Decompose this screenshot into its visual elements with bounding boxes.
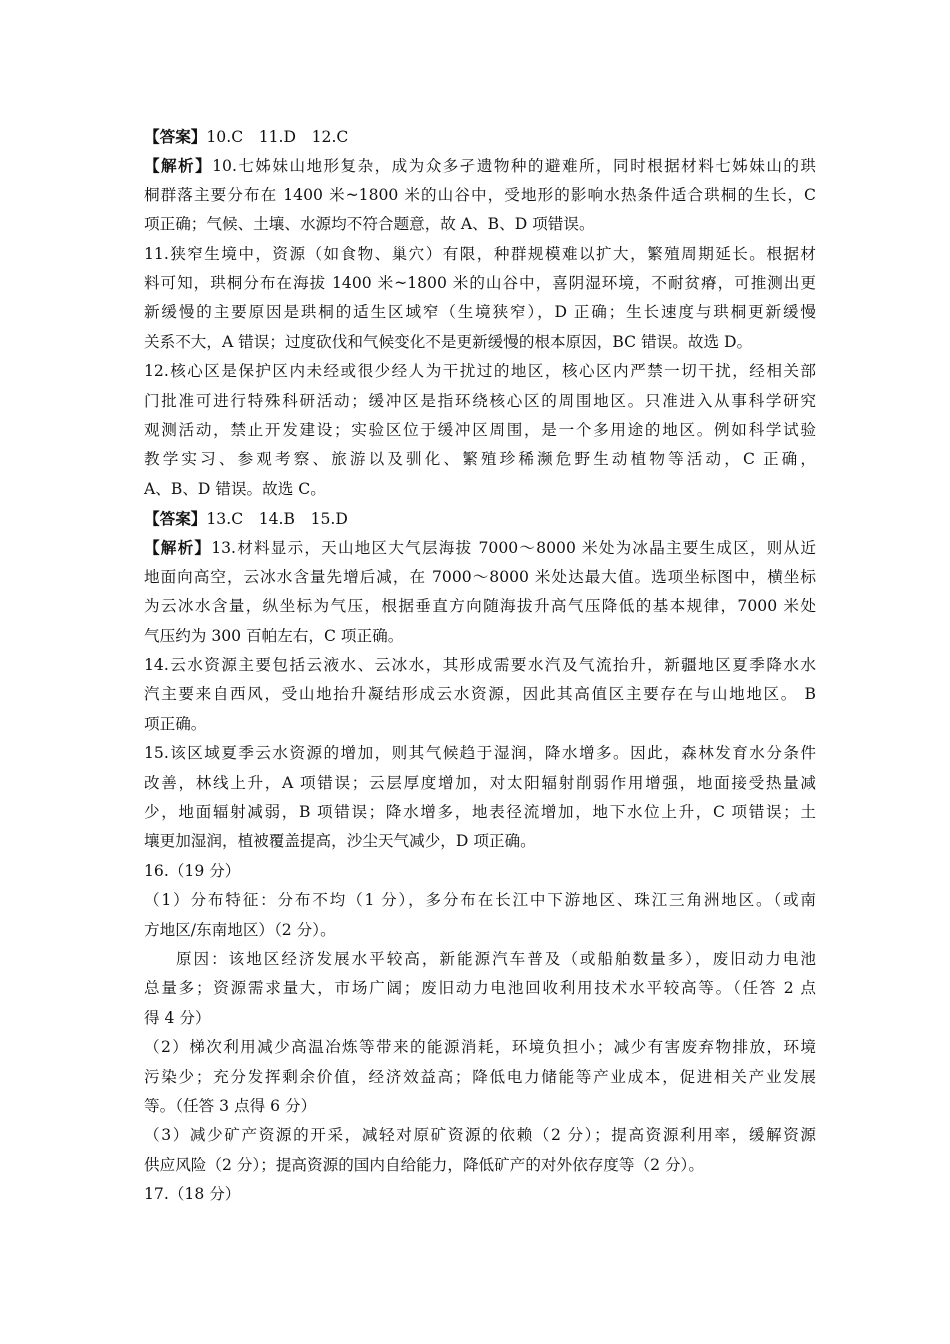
line-text: （2）梯次利用减少高温冶炼等带来的能源消耗，环境负担小；减少有害废弃物排放，环境 bbox=[144, 1038, 816, 1057]
section-label: 【解析】 bbox=[144, 156, 213, 176]
line-text: 17.（18 分） bbox=[144, 1185, 241, 1204]
line-text: 得 4 分） bbox=[144, 1008, 211, 1027]
line-text: 关系不大，A 错误；过度砍伐和气候变化不是更新缓慢的根本原因，BC 错误。故选 D。 bbox=[144, 332, 753, 351]
line-text: 10.七姊妹山地形复杂，成为众多孑遗物种的避难所，同时根据材料七姊妹山的珙 bbox=[212, 157, 816, 176]
line-text: 教学实习、参观考察、旅游以及驯化、繁殖珍稀濒危野生动植物等活动，C 正确， bbox=[144, 450, 816, 469]
line-text: 地面向高空，云冰水含量先增后减，在 7000～8000 米处达最大值。选项坐标图中，横坐标 bbox=[144, 567, 816, 586]
line-text: 10.C 11.D 12.C bbox=[206, 128, 349, 146]
text-line bbox=[144, 916, 816, 945]
line-text: 料可知，珙桐分布在海拔 1400 米~1800 米的山谷中，喜阴湿环境，不耐贫瘠，可推测出更 bbox=[144, 273, 816, 292]
text-line bbox=[144, 622, 816, 651]
text-line bbox=[144, 357, 816, 386]
line-text: 少，地面辐射减弱，B 项错误；降水增多，地表径流增加，地下水位上升，C 项错误；土 bbox=[144, 802, 816, 821]
text-line bbox=[144, 269, 816, 298]
answer-document bbox=[144, 122, 816, 1209]
line-text: 16.（19 分） bbox=[144, 861, 241, 880]
line-text: 14.云水资源主要包括云液水、云冰水，其形成需要水汽及气流抬升，新疆地区夏季降水水 bbox=[144, 656, 816, 675]
line-text: 12.核心区是保护区内未经或很少经人为干扰过的地区，核心区内严禁一切干扰，经相关部 bbox=[144, 362, 816, 381]
text-line bbox=[144, 475, 816, 504]
line-text: 等。（任答 3 点得 6 分） bbox=[144, 1096, 317, 1115]
text-line bbox=[144, 1004, 816, 1033]
text-line bbox=[144, 798, 816, 827]
line-text: 13.C 14.B 15.D bbox=[206, 510, 348, 529]
text-line bbox=[144, 533, 816, 562]
line-text: 改善，林线上升，A 项错误；云层厚度增加，对太阳辐射削弱作用增强，地面接受热量减 bbox=[144, 773, 816, 792]
text-line bbox=[144, 710, 816, 739]
section-label: 【解析】 bbox=[144, 538, 212, 558]
text-line bbox=[144, 563, 816, 592]
section-label: 【答案】 bbox=[144, 127, 207, 146]
text-line bbox=[144, 1092, 816, 1121]
text-line bbox=[144, 651, 816, 680]
text-line bbox=[144, 298, 816, 327]
text-line bbox=[144, 739, 816, 768]
text-line bbox=[144, 1121, 816, 1150]
text-line bbox=[144, 151, 816, 180]
line-text: 原因：该地区经济发展水平较高，新能源汽车普及（或船舶数量多），废旧动力电池 bbox=[176, 949, 816, 968]
text-line bbox=[144, 504, 816, 533]
text-line bbox=[144, 769, 816, 798]
text-line bbox=[144, 974, 816, 1003]
line-text: （1）分布特征：分布不均（1 分），多分布在长江中下游地区、珠江三角洲地区。（或南 bbox=[144, 891, 816, 910]
text-line bbox=[144, 1033, 816, 1062]
text-line bbox=[144, 1151, 816, 1180]
text-line bbox=[144, 1180, 816, 1209]
line-text: 桐群落主要分布在 1400 米~1800 米的山谷中，受地形的影响水热条件适合珙桐的生长，C bbox=[144, 185, 816, 204]
text-line bbox=[144, 181, 816, 210]
text-line bbox=[144, 680, 816, 709]
text-line bbox=[144, 592, 816, 621]
line-text: 壤更加湿润，植被覆盖提高，沙尘天气减少，D 项正确。 bbox=[144, 832, 536, 851]
text-line bbox=[144, 328, 816, 357]
text-line bbox=[144, 1063, 816, 1092]
text-line bbox=[144, 387, 816, 416]
line-text: 项正确；气候、土壤、水源均不符合题意，故 A、B、D 项错误。 bbox=[144, 215, 595, 234]
line-text: 为云冰水含量，纵坐标为气压，根据垂直方向随海拔升高气压降低的基本规律，7000 米处 bbox=[144, 597, 816, 616]
text-line bbox=[144, 210, 816, 239]
text-line bbox=[144, 827, 816, 856]
line-text: 13.材料显示，天山地区大气层海拔 7000～8000 米处为冰晶主要生成区，则从近 bbox=[211, 539, 816, 558]
text-line bbox=[144, 886, 816, 915]
line-text: （3）减少矿产资源的开采，减轻对原矿资源的依赖（2 分）；提高资源利用率，缓解资源 bbox=[144, 1126, 816, 1145]
line-text: 气压约为 300 百帕左右，C 项正确。 bbox=[144, 626, 404, 645]
line-text: 总量多；资源需求量大，市场广阔；废旧动力电池回收利用技术水平较高等。（任答 2 点 bbox=[144, 979, 816, 998]
line-text: 项正确。 bbox=[144, 714, 207, 733]
line-text: 门批准可进行特殊科研活动；缓冲区是指环绕核心区的周围地区。只准进入从事科学研究 bbox=[144, 391, 816, 410]
section-label: 【答案】 bbox=[144, 509, 207, 529]
text-line bbox=[144, 857, 816, 886]
text-line bbox=[144, 240, 816, 269]
line-text: 方地区/东南地区）（2 分）。 bbox=[144, 920, 336, 939]
line-text: 新缓慢的主要原因是珙桐的适生区域窄（生境狭窄），D 正确；生长速度与珙桐更新缓慢 bbox=[144, 303, 816, 322]
line-text: A、B、D 错误。故选 C。 bbox=[144, 479, 326, 498]
line-text: 污染少；充分发挥剩余价值，经济效益高；降低电力储能等产业成本，促进相关产业发展 bbox=[144, 1067, 816, 1086]
line-text: 供应风险（2 分）；提高资源的国内自给能力，降低矿产的对外依存度等（2 分）。 bbox=[144, 1155, 704, 1174]
text-line bbox=[144, 945, 816, 974]
text-line bbox=[144, 122, 816, 151]
line-text: 观测活动，禁止开发建设；实验区位于缓冲区周围，是一个多用途的地区。例如科学试验 bbox=[144, 420, 816, 439]
line-text: 汽主要来自西风，受山地抬升凝结形成云水资源，因此其高值区主要存在与山地地区。 B bbox=[144, 685, 816, 704]
line-text: 11.狭窄生境中，资源（如食物、巢穴）有限，种群规模难以扩大，繁殖周期延长。根据材 bbox=[144, 244, 816, 263]
line-text: 15.该区域夏季云水资源的增加，则其气候趋于湿润，降水增多。因此，森林发育水分条件 bbox=[144, 744, 816, 763]
text-line bbox=[144, 445, 816, 474]
text-line bbox=[144, 416, 816, 445]
